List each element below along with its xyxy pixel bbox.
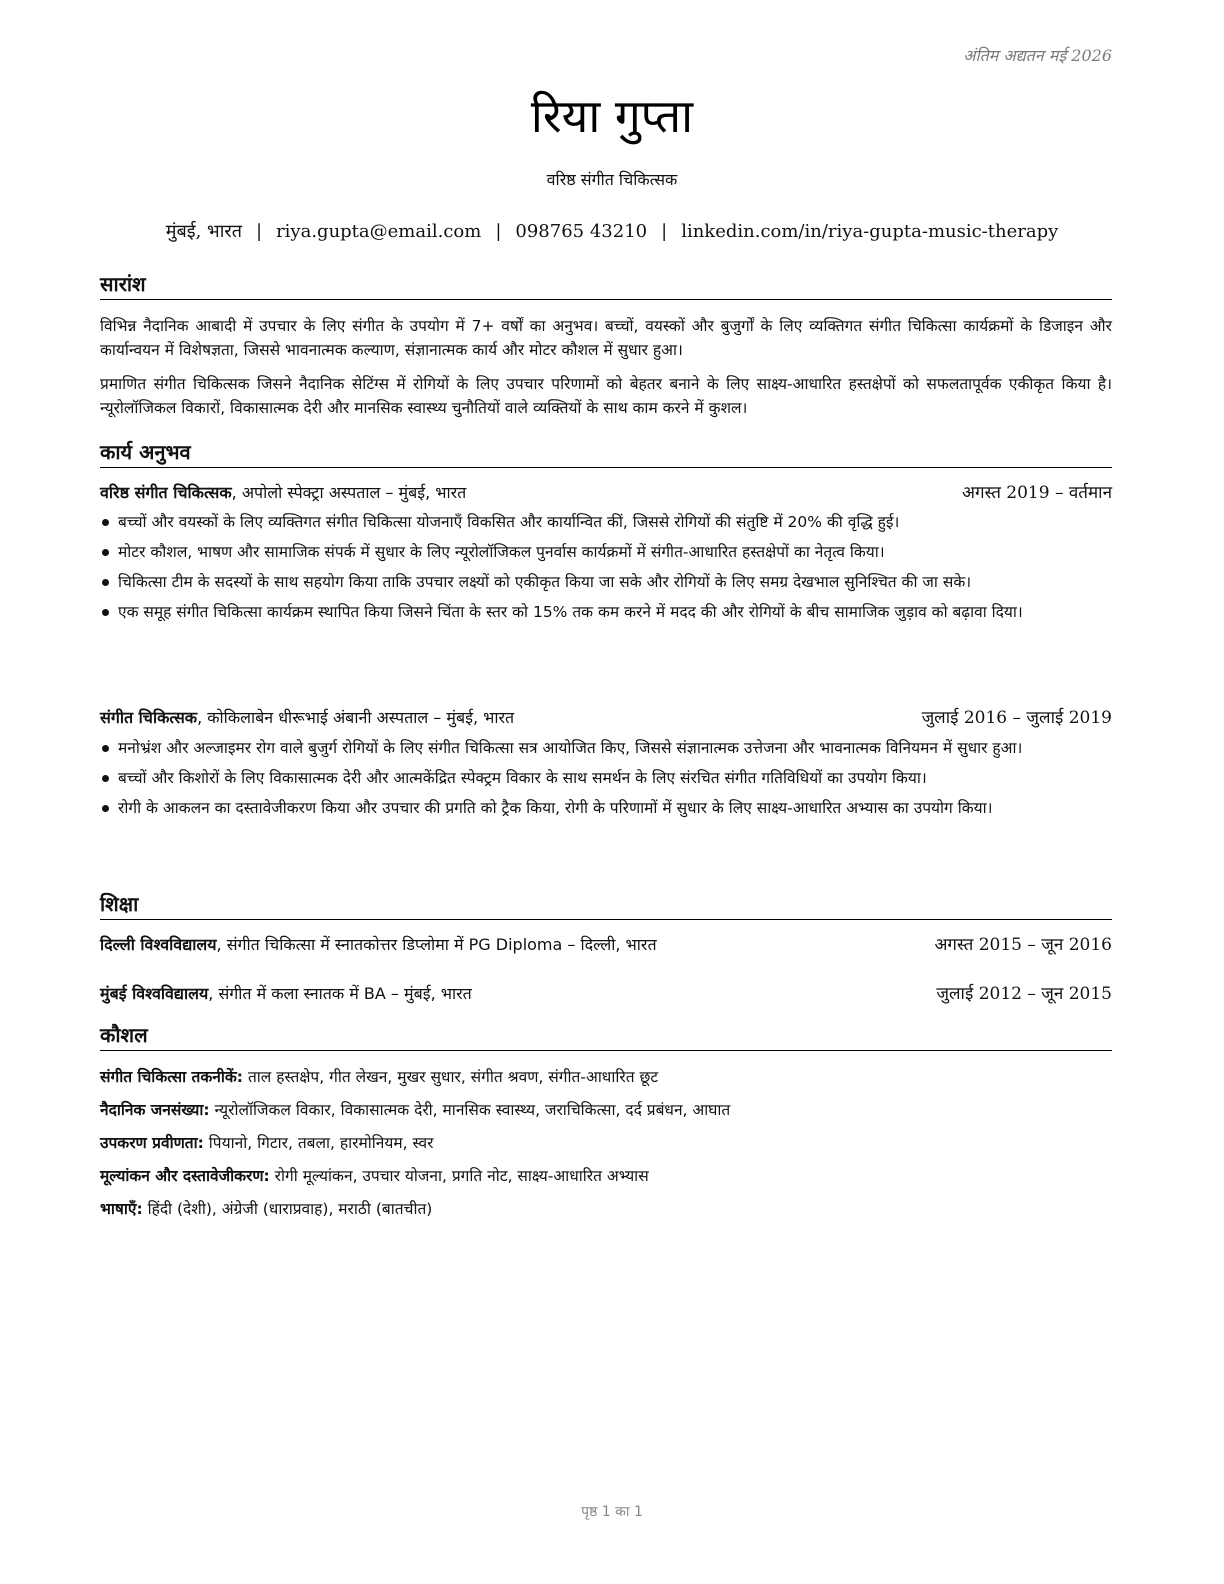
summary-paragraph: प्रमाणित संगीत चिकित्सक जिसने नैदानिक सेटिंग्स में रोगियों के लिए उपचार परिणामों को बेहतर बनाने के लिए साक्ष्य-आधारित हस्तक्षेपों को सफलतापूर्वक एकीकृत किया है। न्यूरोलॉजिकल विकारों, विकासात्मक देरी और मानसिक स्वास्थ्य चुनौतियों वाले व्यक्तियों के साथ काम करने में कुशल।	[100, 375, 1112, 417]
skill-category: उपकरण प्रवीणता:	[100, 1134, 204, 1152]
skill-values: न्यूरोलॉजिकल विकार, विकासात्मक देरी, मानसिक स्वास्थ्य, जराचिकित्सा, दर्द प्रबंधन, आघात	[209, 1101, 731, 1119]
list-item: मनोभ्रंश और अल्जाइमर रोग वाले बुजुर्ग रोगियों के लिए संगीत चिकित्सा सत्र आयोजित किए, जिससे संज्ञानात्मक उत्तेजना और भावनात्मक विनियमन में सुधार हुआ।	[100, 736, 1112, 760]
list-item: बच्चों और वयस्कों के लिए व्यक्तिगत संगीत चिकित्सा योजनाएँ विकसित और कार्यान्वित कीं, जिससे रोगियों की संतुष्टि में 20% की वृद्धि हुई।	[100, 510, 1112, 534]
education-dates: जुलाई 2012 – जून 2015	[936, 984, 1112, 1004]
skill-line	[100, 1131, 1112, 1155]
education-entry	[100, 933, 1112, 957]
degree-detail: , संगीत में कला स्नातक में BA – मुंबई, भारत	[208, 984, 472, 1003]
skill-values: ताल हस्तक्षेप, गीत लेखन, मुखर सुधार, संगीत श्रवण, संगीत-आधारित छूट	[243, 1068, 659, 1086]
degree-detail: , संगीत चिकित्सा में स्नातकोत्तर डिप्लोमा में PG Diploma – दिल्ली, भारत	[216, 935, 657, 954]
separator: |	[661, 221, 668, 242]
skill-values: पियानो, गिटार, तबला, हारमोनियम, स्वर	[203, 1134, 434, 1152]
skill-category: भाषाएँ:	[100, 1200, 143, 1218]
separator: |	[495, 221, 502, 242]
job-bullets	[100, 736, 1112, 826]
job-header	[100, 706, 1112, 730]
skill-line	[100, 1098, 1112, 1122]
person-name: रिया गुप्ता	[530, 89, 694, 143]
contact-phone: 098765 43210	[515, 221, 648, 242]
job-bullets	[100, 510, 1112, 630]
list-item: चिकित्सा टीम के सदस्यों के साथ सहयोग किया ताकि उपचार लक्ष्यों को एकीकृत किया जा सके और रोगियों के लिए समग्र देखभाल सुनिश्चित की जा सके।	[100, 570, 1112, 594]
summary-paragraph: विभिन्न नैदानिक आबादी में उपचार के लिए संगीत के उपयोग में 7+ वर्षों का अनुभव। बच्चों, वयस्कों और बुजुर्गों के लिए व्यक्तिगत संगीत चिकित्सा कार्यक्रमों के डिजाइन और कार्यान्वयन में विशेषज्ञता, जिससे भावनात्मक कल्याण, संज्ञानात्मक कार्य और मोटर कौशल में सुधार हुआ।	[100, 317, 1112, 359]
list-item: रोगी के आकलन का दस्तावेजीकरण किया और उपचार की प्रगति को ट्रैक किया, रोगी के परिणामों में सुधार के लिए साक्ष्य-आधारित अभ्यास का उपयोग किया।	[100, 796, 1112, 820]
page-number: पृष्ठ 1 का 1	[581, 1504, 643, 1520]
contact-line	[0, 219, 1224, 243]
skill-values: रोगी मूल्यांकन, उपचार योजना, प्रगति नोट, साक्ष्य-आधारित अभ्यास	[269, 1167, 649, 1185]
last-updated: अंतिम अद्यतन मई 2026	[963, 46, 1112, 65]
skill-line	[100, 1164, 1112, 1188]
job-dates: अगस्त 2019 – वर्तमान	[962, 483, 1112, 503]
job-position: वरिष्ठ संगीत चिकित्सक	[100, 483, 232, 502]
contact-linkedin[interactable]: linkedin.com/in/riya-gupta-music-therapy	[681, 221, 1059, 242]
contact-location: मुंबई, भारत	[165, 221, 242, 242]
job-position: संगीत चिकित्सक	[100, 708, 198, 727]
contact-email[interactable]: riya.gupta@email.com	[276, 221, 482, 242]
list-item: मोटर कौशल, भाषण और सामाजिक संपर्क में सुधार के लिए न्यूरोलॉजिकल पुनर्वास कार्यक्रमों में संगीत-आधारित हस्तक्षेपों का नेतृत्व किया।	[100, 540, 1112, 564]
skill-category: नैदानिक जनसंख्या:	[100, 1101, 210, 1119]
section-heading-experience: कार्य अनुभव	[100, 438, 1112, 468]
skill-line	[100, 1197, 1112, 1221]
school-name: दिल्ली विश्वविद्यालय	[100, 935, 217, 954]
skill-category: मूल्यांकन और दस्तावेजीकरण:	[100, 1167, 270, 1185]
job-dates: जुलाई 2016 – जुलाई 2019	[921, 708, 1112, 728]
skill-category: संगीत चिकित्सा तकनीकें:	[100, 1068, 244, 1086]
skill-values: हिंदी (देशी), अंग्रेजी (धाराप्रवाह), मराठी (बातचीत)	[142, 1200, 433, 1218]
skill-line	[100, 1065, 1112, 1089]
section-heading-skills: कौशल	[100, 1021, 1112, 1051]
list-item: बच्चों और किशोरों के लिए विकासात्मक देरी और आत्मकेंद्रित स्पेक्ट्रम विकार के साथ समर्थन के लिए संरचित संगीत गतिविधियों का उपयोग किया।	[100, 766, 1112, 790]
school-name: मुंबई विश्वविद्यालय	[100, 984, 209, 1003]
section-heading-education: शिक्षा	[100, 890, 1112, 920]
list-item: एक समूह संगीत चिकित्सा कार्यक्रम स्थापित किया जिसने चिंता के स्तर को 15% तक कम करने में मदद की और रोगियों के बीच सामाजिक जुड़ाव को बढ़ावा दिया।	[100, 600, 1112, 624]
separator: |	[255, 221, 263, 242]
job-header	[100, 481, 1112, 505]
job-organization: , कोकिलाबेन धीरूभाई अंबानी अस्पताल – मुंबई, भारत	[197, 708, 515, 727]
job-organization: , अपोलो स्पेक्ट्रा अस्पताल – मुंबई, भारत	[231, 483, 467, 502]
job-title: वरिष्ठ संगीत चिकित्सक	[546, 170, 678, 189]
education-entry	[100, 982, 1112, 1006]
section-heading-summary: सारांश	[100, 270, 1112, 300]
education-dates: अगस्त 2015 – जून 2016	[934, 935, 1112, 955]
